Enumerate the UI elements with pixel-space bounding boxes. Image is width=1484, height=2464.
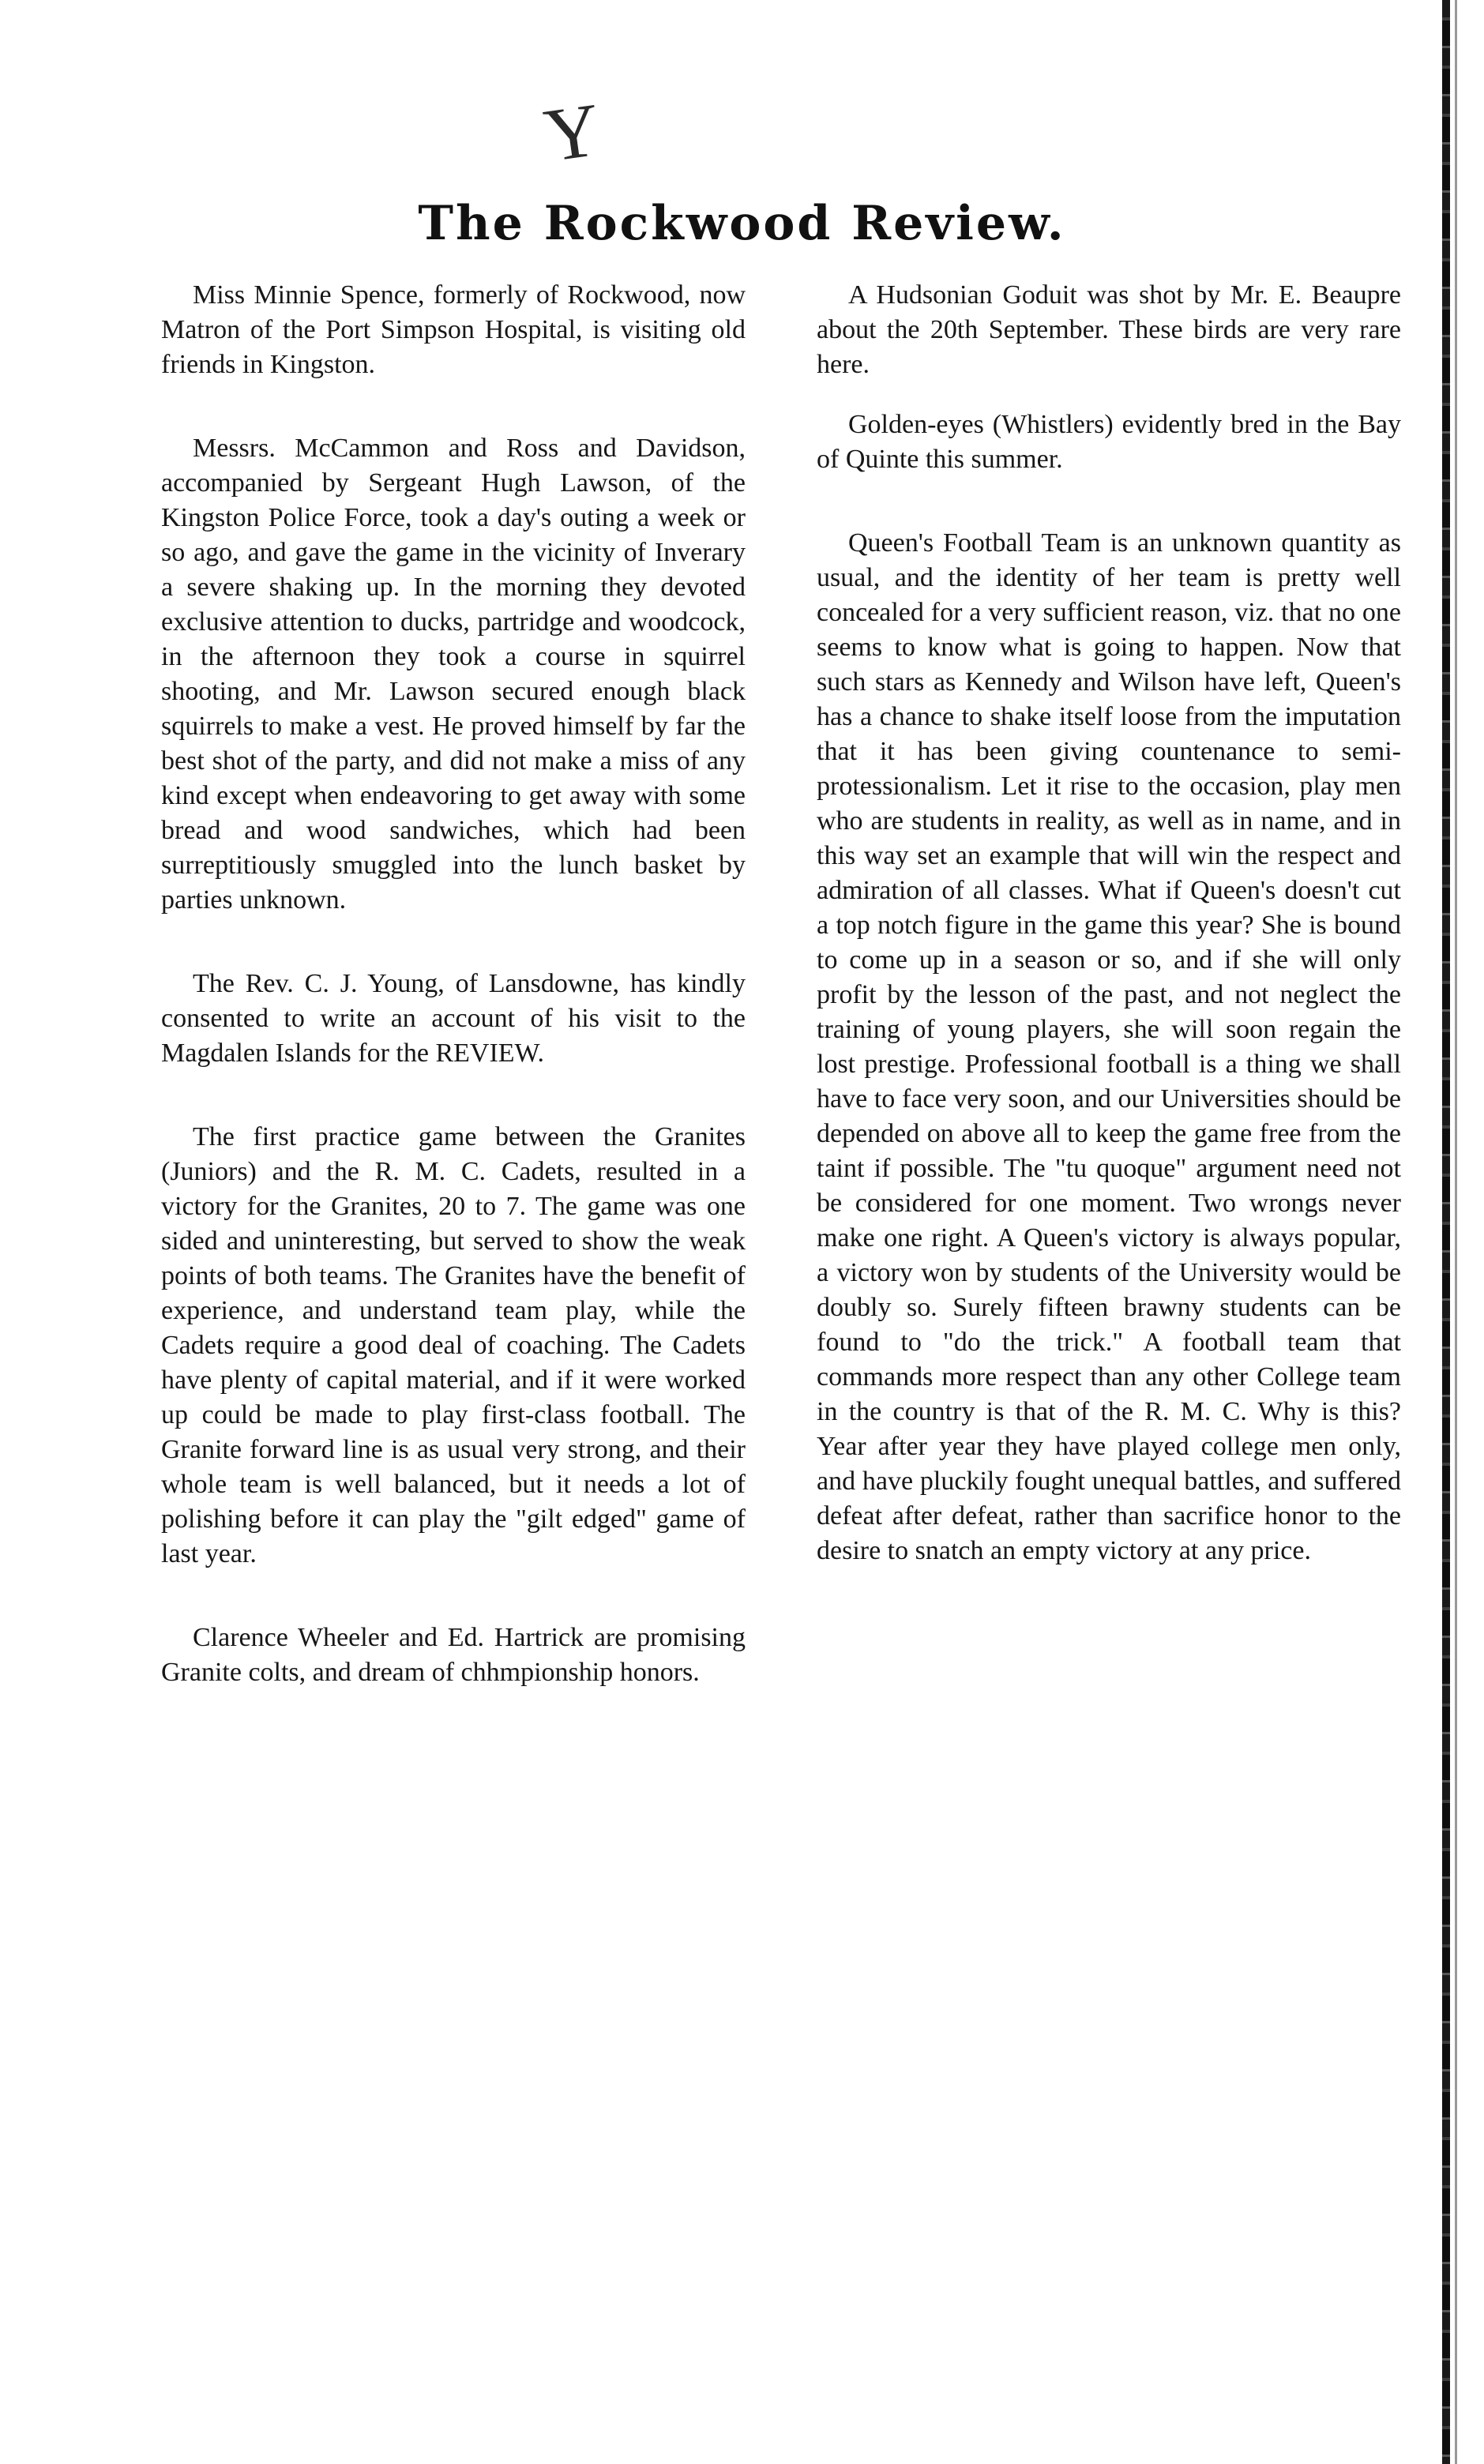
article-golden-eyes: Golden-eyes (Whistlers) evidently bred in the Bay of Quinte this summer. — [817, 410, 1401, 474]
article-spence: Miss Minnie Spence, formerly of Rockwood, now Matron of the Port Simpson Hospital, is visiting old friends in Kingston. — [161, 280, 746, 379]
article-granites-cadets: The first practice game between the Granites (Juniors) and the R. M. C. Cadets, resulted in a victory for the Granites, 20 to 7. The game was one sided and uninteresting, but served to show the weak points of both teams. The Granites have the benefit of experience, and understand team play, while the Cadets require a good deal of coaching. The Cadets have plenty of capital material, and if it were worked up could be made to play first-class football. The Granite forward line is as usual very strong, and their whole team is well balanced, but it needs a lot of polishing before it can play the "gilt edged" game of last year. — [161, 1122, 746, 1568]
right-column — [817, 278, 1401, 1568]
article-hudsonian-goduit: A Hudsonian Goduit was shot by Mr. E. Beaupre about the 20th September. These birds are very rare here. — [817, 280, 1401, 379]
article-hunting-outing: Messrs. McCammon and Ross and Davidson, accompanied by Sergeant Hugh Lawson, of the Kingston Police Force, took a day's outing a week or so ago, and gave the game in the vicinity of Inverary a severe shaking up. In the morning they devoted exclusive attention to ducks, partridge and woodcock, in the afternoon they took a course in squirrel shooting, and Mr. Lawson secured enough black squirrels to make a vest. He proved himself by far the best shot of the party, and did not make a miss of any kind except when endeavoring to get away with some bread and wood sandwiches, which had been surreptitiously smuggled into the lunch basket by parties unknown. — [161, 434, 746, 915]
page-edge-rule — [1442, 0, 1450, 2464]
masthead-title: The Rockwood Review. — [418, 196, 1066, 251]
article-queens-football: Queen's Football Team is an unknown quantity as usual, and the identity of her team is pretty well concealed for a very sufficient reason, viz. that no one seems to know what is going to happen. Now that such stars as Kennedy and Wilson have left, Queen's has a chance to shake itself loose from the imputation that it has been giving countenance to semi-protessionalism. Let it rise to the occasion, play men who are students in reality, as well as in name, and in this way set an example that will win the respect and admiration of all classes. What if Queen's doesn't cut a top notch figure in the game this year? She is bound to come up in a season or so, and if she will only profit by the lesson of the past, and not neglect the training of young players, she will soon regain the lost prestige. Professional football is a thing we shall have to face very soon, and our Universities should be depended on above all to keep the game free from the taint if possible. The "tu quoque" argument need not be considered for one moment. Two wrongs never make one right. A Queen's victory is always popular, a victory won by students of the University would be doubly so. Surely fifteen brawny students can be found to "do the trick." A football team that commands more respect than any other College team in the country is that of the R. M. C. Why is this? Year after year they have played college men only, and have pluckily fought unequal battles, and suffered defeat after defeat, rather than sacrifice honor to the desire to snatch an empty victory at any price. — [817, 528, 1401, 1565]
article-rev-young: The Rev. C. J. Young, of Lansdowne, has kindly consented to write an account of his visit to the Magdalen Islands for the REVIEW. — [161, 969, 746, 1068]
left-column — [161, 278, 746, 1690]
page-edge-rule-thin — [1455, 0, 1457, 2464]
page-mark: Y — [539, 86, 606, 178]
article-granite-colts: Clarence Wheeler and Ed. Hartrick are promising Granite colts, and dream of chhmpionship honors. — [161, 1623, 746, 1687]
